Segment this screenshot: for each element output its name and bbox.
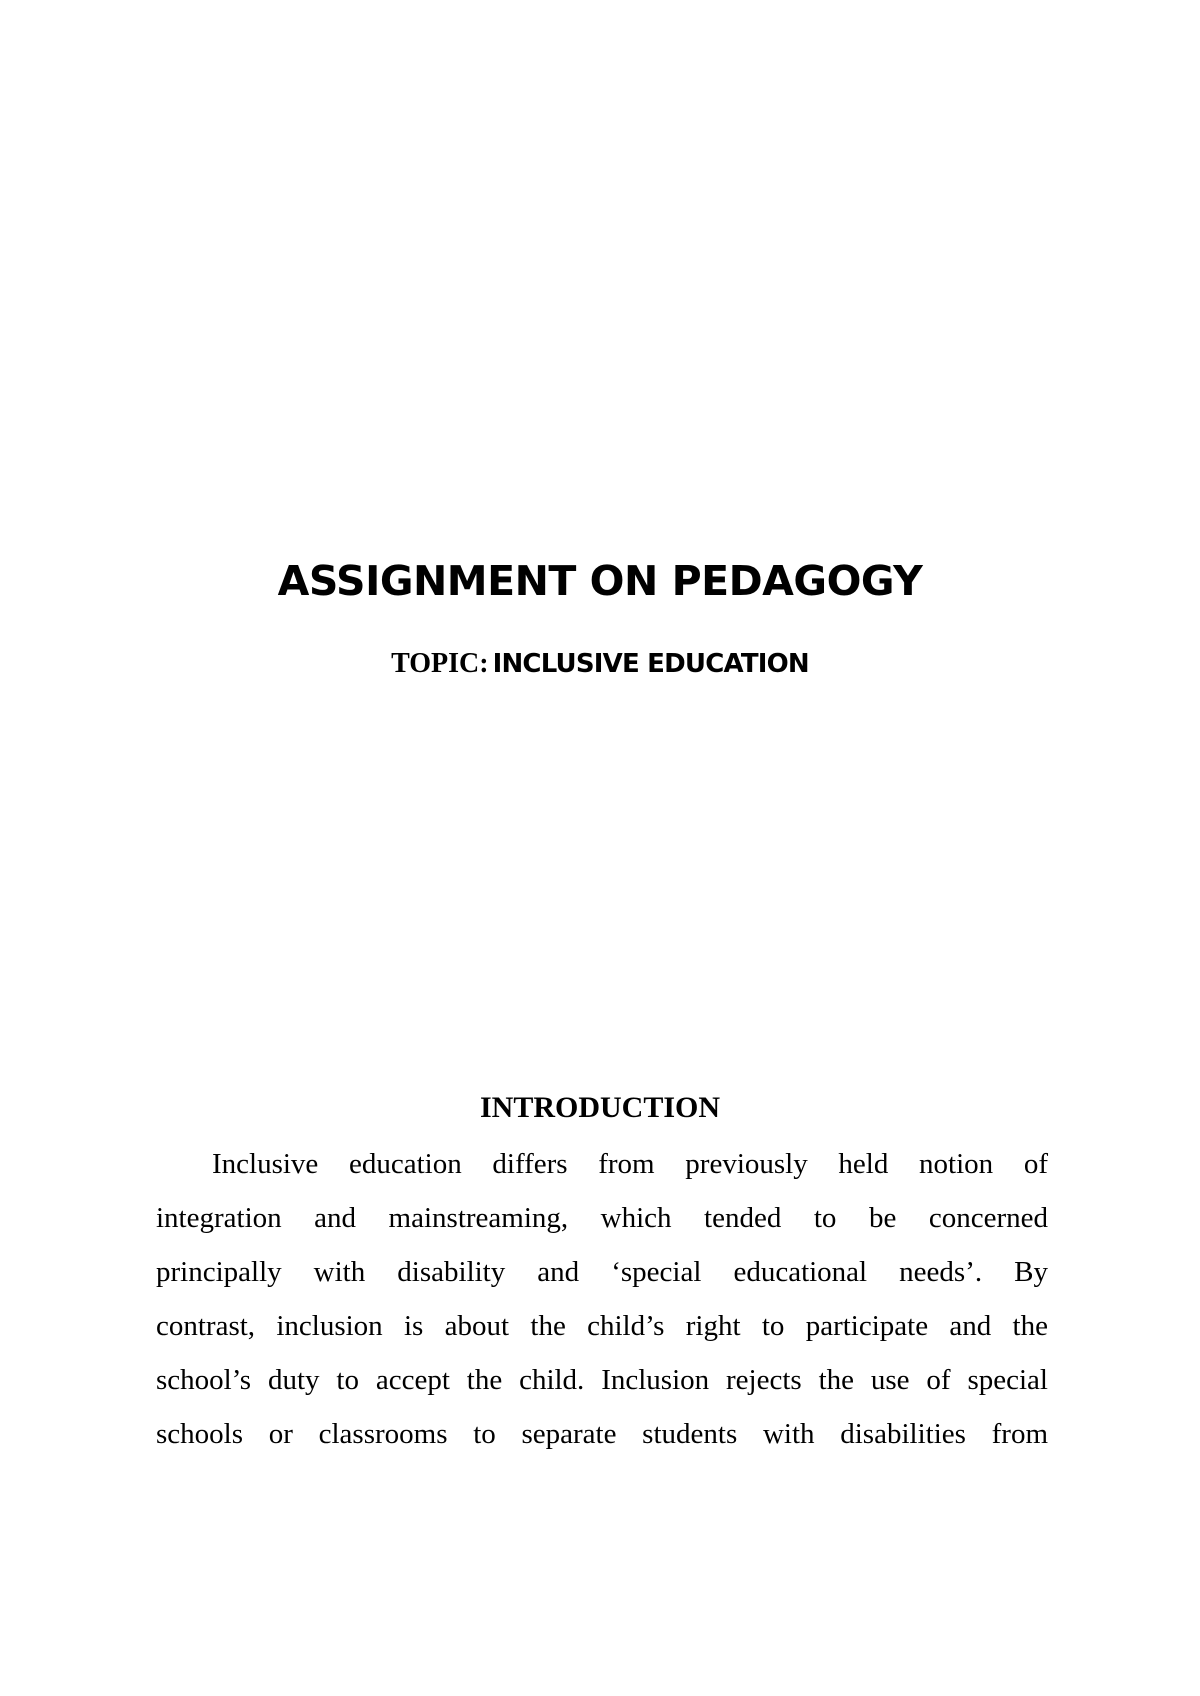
topic-value: INCLUSIVE EDUCATION: [492, 649, 809, 679]
assignment-title: ASSIGNMENT ON PEDAGOGY: [277, 557, 923, 605]
topic-label: TOPIC:: [391, 648, 489, 679]
topic-line: [0, 644, 1200, 688]
paragraph-line: principally with disability and ‘special educational needs’. By: [156, 1256, 1048, 1288]
introduction-heading: INTRODUCTION: [479, 1091, 721, 1124]
paragraph-line: integration and mainstreaming, which tended to be concerned: [156, 1202, 1048, 1234]
paragraph-line: schools or classrooms to separate students with disabilities from: [156, 1418, 1048, 1450]
paragraph-line: Inclusive education differs from previously held notion of: [212, 1148, 1048, 1180]
paragraph-line: school’s duty to accept the child. Inclusion rejects the use of special: [156, 1364, 1048, 1396]
paragraph-line: contrast, inclusion is about the child’s right to participate and the: [156, 1310, 1048, 1342]
introduction-paragraph: [156, 1137, 1048, 1461]
